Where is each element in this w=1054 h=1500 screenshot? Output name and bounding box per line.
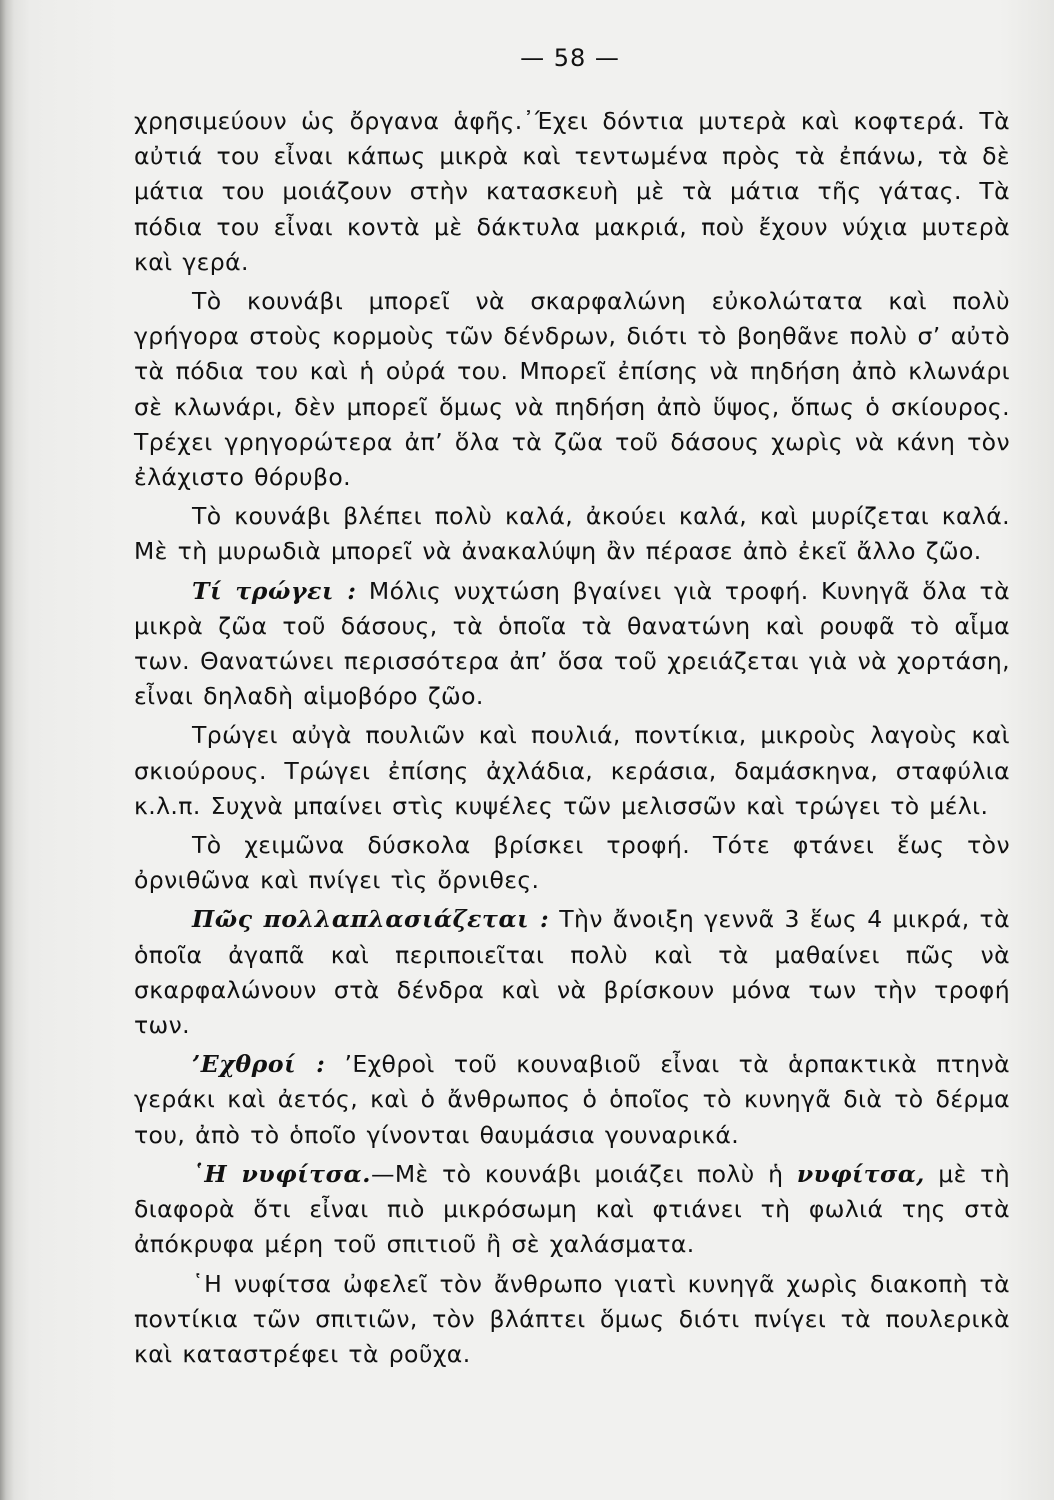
paragraph-reproduction — [134, 902, 1010, 1043]
section-heading-reproduction: Πῶς πολλαπλασιάζεται : — [192, 905, 550, 934]
paragraph-winter — [134, 828, 1010, 898]
paragraph-text: Τὸ κουνάβι μπορεῖ νὰ σκαρφαλώνη εὐκολώτατα καὶ πολὺ γρήγορα στοὺς κορμοὺς τῶν δένδρων, διότι τὸ βοηθᾶνε πολὺ σ’ αὐτὸ τὰ πόδια του καὶ ἡ οὐρά του. Μπορεῖ ἐπίσης νὰ πηδήση ἀπὸ κλωνάρι σὲ κλωνάρι, δὲν μπορεῖ ὅμως νὰ πηδήση ἀπὸ ὕψος, ὅπως ὁ σκίουρος. Τρέχει γρηγορώτερα ἀπ’ ὅλα τὰ ζῶα τοῦ δάσους χωρὶς νὰ κάνη τὸν ἐλάχιστο θόρυβο. — [134, 287, 1010, 492]
page-body — [134, 104, 1010, 1372]
paragraph-text: χρησιμεύουν ὡς ὄργανα ἁφῆς.᾿Έχει δόντια μυτερὰ καὶ κοφτερά. Τὰ αὐτιά του εἶναι κάπως μικρὰ καὶ τεντωμένα πρὸς τὰ ἐπάνω, τὰ δὲ μάτια του μοιάζουν στὴν κατασκευὴ μὲ τὰ μάτια τῆς γάτας. Τὰ πόδια του εἶναι κοντὰ μὲ δάκτυλα μακριά, ποὺ ἔχουν νύχια μυτερὰ καὶ γερά. — [134, 107, 1010, 276]
paragraph-text: Τρώγει αὐγὰ πουλιῶν καὶ πουλιά, ποντίκια, μικροὺς λαγοὺς καὶ σκιούρους. Τρώγει ἐπίσης ἀχλάδια, κεράσια, δαμάσκηνα, σταφύλια κ.λ.π. Συχνὰ μπαίνει στὶς κυψέλες τῶν μελισσῶν καὶ τρώγει τὸ μέλι. — [134, 721, 1010, 820]
paragraph-what-it-eats — [134, 574, 1010, 715]
paragraph-continuation — [134, 104, 1010, 280]
paragraph-diet — [134, 718, 1010, 824]
section-heading-what-it-eats: Τί τρώγει : — [192, 576, 357, 605]
section-heading-weasel: ῾Η νυφίτσα. — [192, 1159, 371, 1188]
paragraph-text: —Μὲ τὸ κουνάβι μοιάζει πολὺ ἡ — [370, 1159, 797, 1188]
paragraph-text: Μόλις νυχτώση βγαίνει γιὰ τροφή. Κυνηγᾶ ὅλα τὰ μικρὰ ζῶα τοῦ δάσους, τὰ ὁποῖα τὰ θανατώνη καὶ ρουφᾶ τὸ αἷμα των. Θανατώνει περισσότερα ἀπ’ ὅσα τοῦ χρειάζεται γιὰ νὰ χορτάση, εἶναι δηλαδὴ αἱμοβόρο ζῶο. — [134, 576, 1010, 711]
paragraph-text: Τὸ κουνάβι βλέπει πολὺ καλά, ἀκούει καλά, καὶ μυρίζεται καλά. Μὲ τὴ μυρωδιὰ μπορεῖ νὰ ἀνακαλύψη ἂν πέρασε ἀπὸ ἐκεῖ ἄλλο ζῶο. — [134, 502, 1010, 566]
paragraph-text: Τὴν ἄνοιξη γεννᾶ 3 ἕως 4 μικρά, τὰ ὁποῖα ἀγαπᾶ καὶ περιποιεῖται πολὺ καὶ τὰ μαθαίνει πῶς νὰ σκαρφαλώνουν στὰ δένδρα καὶ νὰ βρίσκουν μόνα των τὴν τροφή των. — [134, 905, 1010, 1040]
paragraph-text: ’Εχθροὶ τοῦ κουναβιοῦ εἶναι τὰ ἁρπακτικὰ πτηνὰ γεράκι καὶ ἀετός, καὶ ὁ ἄνθρωπος ὁ ὁποῖος τὸ κυνηγᾶ διὰ τὸ δέρμα του, ἀπὸ τὸ ὁποῖο γίνονται θαυμάσια γουναρικά. — [134, 1050, 1010, 1149]
page-number: — 58 — — [520, 44, 620, 72]
emphasized-word: νυφίτσα, — [796, 1159, 925, 1188]
paragraph-climbing — [134, 284, 1010, 495]
paragraph-senses — [134, 499, 1010, 569]
paragraph-text: ῾Η νυφίτσα ὠφελεῖ τὸν ἄνθρωπο γιατὶ κυνηγᾶ χωρὶς διακοπὴ τὰ ποντίκια τῶν σπιτιῶν, τὸν βλάπτει ὅμως διότι πνίγει τὰ πουλερικὰ καὶ καταστρέφει τὰ ροῦχα. — [134, 1269, 1010, 1368]
paragraph-text: μὲ τὴ διαφορὰ ὅτι εἶναι πιὸ μικρόσωμη καὶ φτιάνει τὴ φωλιά της στὰ ἀπόκρυφα μέρη τοῦ σπιτιοῦ ἢ σὲ χαλάσματα. — [134, 1159, 1010, 1259]
paragraph-enemies — [134, 1047, 1010, 1153]
paragraph-weasel-benefit — [134, 1267, 1010, 1373]
section-heading-enemies: ’Εχθροί : — [192, 1050, 326, 1079]
paragraph-weasel — [134, 1157, 1010, 1263]
paragraph-text: Τὸ χειμῶνα δύσκολα βρίσκει τροφή. Τότε φτάνει ἕως τὸν ὀρνιθῶνα καὶ πνίγει τὶς ὄρνιθες. — [134, 831, 1010, 895]
book-spine-shadow — [0, 0, 14, 1500]
